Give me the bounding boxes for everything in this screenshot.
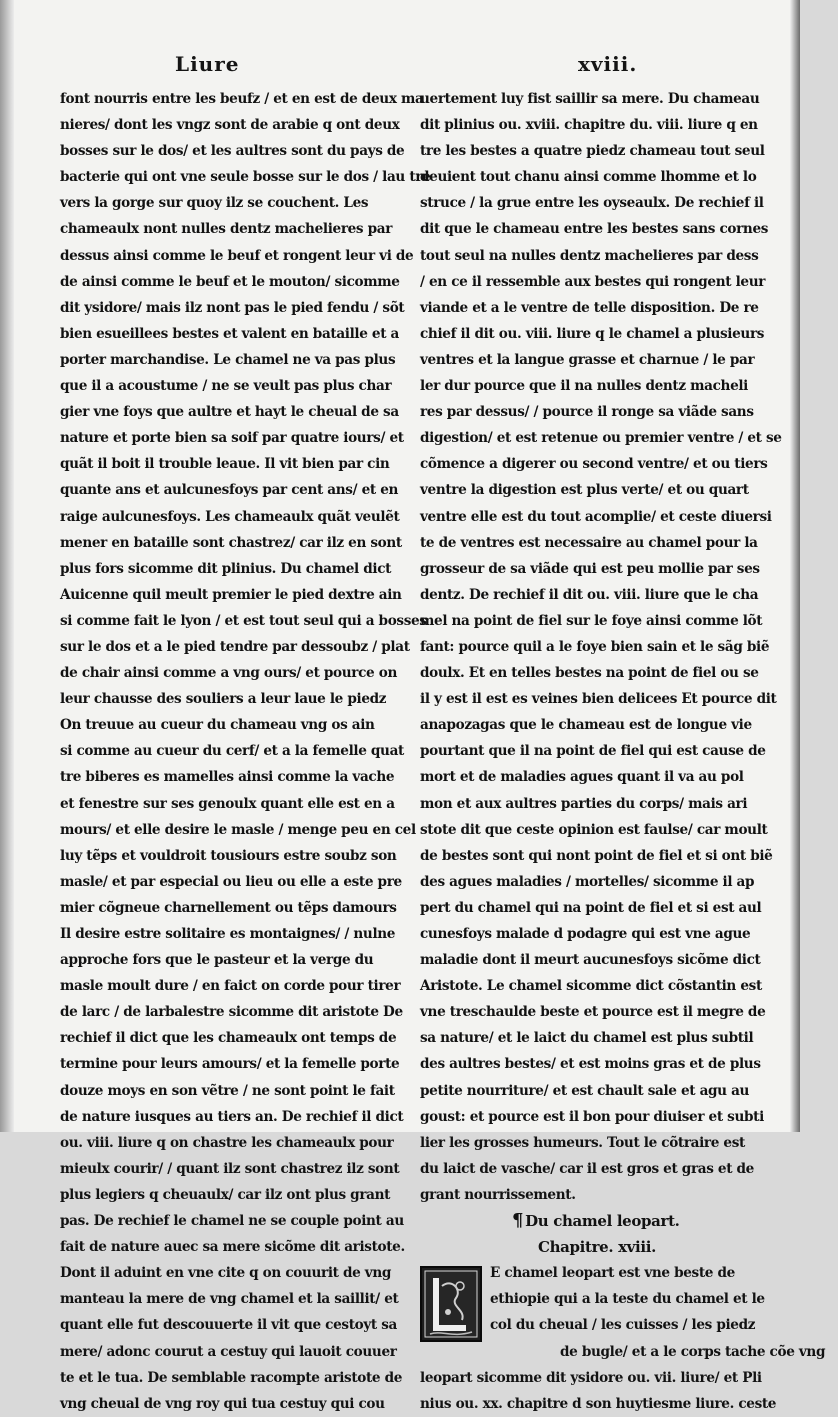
text-line: mon et aux aultres parties du corps/ mais ari — [420, 795, 748, 812]
chapter-opening — [420, 1260, 826, 1364]
page-right-edge — [790, 0, 800, 1132]
text-line: mier cõgneue charnellement ou tẽps damours — [60, 899, 397, 916]
text-line: mort et de maladies agues quant il va au pol — [420, 769, 744, 786]
text-line: viande et a le ventre de telle disposition. De re — [420, 299, 759, 316]
text-line: E chamel leopart est vne beste de — [490, 1265, 735, 1282]
text-line: chief il dit ou. viii. liure q le chamel a plusieurs — [420, 325, 765, 342]
text-line: Il desire estre solitaire es montaignes/ / nulne — [60, 926, 396, 942]
text-line: grant nourrissement. — [420, 1186, 576, 1203]
chapter-heading: Chapitre. xviii. — [538, 1238, 656, 1257]
text-line: des agues maladies / mortelles/ sicomme il ap — [420, 873, 755, 890]
text-line: vng cheual de vng roy qui tua cestuy qui cou — [60, 1395, 385, 1412]
text-line: de bestes sont qui nont point de fiel et si ont biẽ — [420, 847, 773, 864]
text-line: sa nature/ et le laict du chamel est plus subtil — [420, 1030, 754, 1047]
text-line: maladie dont il meurt aucunesfoys sicõme dict — [420, 952, 761, 969]
text-line: petite nourriture/ et est chault sale et agu au — [420, 1082, 750, 1099]
text-line: leopart sicomme dit ysidore ou. vii. liure/ et Pli — [420, 1369, 762, 1386]
text-line: bacterie qui ont vne seule bosse sur le dos / lau tre — [60, 169, 431, 186]
section-heading — [420, 1208, 760, 1234]
text-line: struce / la grue entre les oyseaulx. De rechief il — [420, 195, 764, 212]
text-line: deuient tout chanu ainsi comme lhomme et lo — [420, 169, 757, 186]
text-line: termine pour leurs amours/ et la femelle porte — [60, 1056, 400, 1073]
text-line: vne treschaulde beste et pource est il megre de — [420, 1004, 766, 1021]
text-line: tre biberes es mamelles ainsi comme la vache — [60, 769, 395, 786]
page-binding-shadow — [0, 0, 14, 1132]
text-line: stote dit que ceste opinion est faulse/ car moult — [420, 821, 768, 838]
folio-number: xviii. — [578, 52, 638, 76]
text-line: te et le tua. De semblable racompte aristote de — [60, 1369, 403, 1386]
text-line: fant: pource quil a le foye bien sain et le sãg biẽ — [420, 638, 770, 655]
text-line: Auicenne quil meult premier le pied dextre ain — [60, 586, 402, 603]
text-line: de larc / de larbalestre sicomme dit aristote De — [60, 1004, 403, 1021]
text-line: sur le dos et a le pied tendre par dessoubz / plat — [60, 638, 410, 655]
text-line: bien esueillees bestes et valent en bataille et a — [60, 325, 399, 342]
text-line: masle moult dure / en faict on corde pour tirer — [60, 978, 401, 995]
text-line: font nourris entre les beufz / et en est de deux ma — [60, 91, 424, 107]
text-line: uertement luy fist saillir sa mere. Du chameau — [420, 91, 760, 107]
text-line: doulx. Et en telles bestes na point de fiel ou se — [420, 665, 759, 682]
pilcrow-icon: ¶ — [512, 1210, 524, 1232]
text-line: quãt il boit il trouble leaue. Il vit bien par cin — [60, 456, 390, 473]
text-line: col du cheual / les cuisses / les piedz — [490, 1317, 756, 1334]
text-line: tre les bestes a quatre piedz chameau tout seul — [420, 143, 765, 160]
text-line: res par dessus/ / pource il ronge sa viãde sans — [420, 404, 754, 421]
text-line: plus fors sicomme dit plinius. Du chamel dict — [60, 560, 392, 577]
text-line: luy tẽps et vouldroit tousiours estre soubz son — [60, 847, 397, 864]
text-line: dit ysidore/ mais ilz nont pas le pied fendu / sõt — [60, 299, 405, 316]
text-line: anapozagas que le chameau est de longue vie — [420, 717, 752, 734]
text-line: ventre la digestion est plus verte/ et ou quart — [420, 482, 749, 499]
text-line: bosses sur le dos/ et les aultres sont du pays de — [60, 143, 405, 160]
text-line: si comme fait le lyon / et est tout seul qui a bosses — [60, 612, 427, 629]
text-line: dessus ainsi comme le beuf et rongent leur vi de — [60, 247, 414, 264]
text-line: masle/ et par especial ou lieu ou elle a este pre — [60, 873, 402, 890]
text-line: leur chausse des souliers a leur laue le piedz — [60, 691, 387, 708]
decorated-initial-icon — [420, 1266, 482, 1342]
text-line: du laict de vasche/ car il est gros et gras et de — [420, 1160, 754, 1177]
text-line: quante ans et aulcunesfoys par cent ans/ et en — [60, 482, 399, 499]
text-line: plus legiers q cheuaulx/ car ilz ont plus grant — [60, 1186, 391, 1203]
text-line: chameaulx nont nulles dentz machelieres par — [60, 221, 393, 238]
text-line: que il a acoustume / ne se veult pas plus char — [60, 378, 392, 395]
text-line: lier les grosses humeurs. Tout le cõtraire est — [420, 1134, 745, 1151]
text-line: dentz. De rechief il dit ou. viii. liure que le cha — [420, 586, 759, 603]
text-line: nature et porte bien sa soif par quatre iours/ et — [60, 430, 404, 447]
chapter-text — [490, 1260, 838, 1364]
text-line: mere/ adonc courut a cestuy qui lauoit couuer — [60, 1343, 397, 1360]
text-line: Aristote. Le chamel sicomme dict cõstantin est — [420, 978, 762, 995]
text-line: Dont il aduint en vne cite q on couurit de vng — [60, 1265, 392, 1282]
text-line: / en ce il ressemble aux bestes qui rongent leur — [420, 273, 766, 290]
text-line: tout seul na nulles dentz machelieres par dess — [420, 247, 759, 264]
text-line: approche fors que le pasteur et la verge du — [60, 952, 374, 969]
text-line: pourtant que il na point de fiel qui est cause de — [420, 743, 766, 760]
text-line: porter marchandise. Le chamel ne va pas plus — [60, 351, 396, 368]
text-line: et fenestre sur ses genoulx quant elle est en a — [60, 795, 395, 812]
text-line: fait de nature auec sa mere sicõme dit aristote. — [60, 1239, 405, 1256]
text-line: nius ou. xx. chapitre d son huytiesme liure. ceste — [420, 1395, 777, 1412]
text-line: On treuue au cueur du chameau vng os ain — [60, 717, 375, 734]
text-line: de chair ainsi comme a vng ours/ et pource on — [60, 665, 397, 682]
text-line: mours/ et elle desire le masle / menge peu en cel — [60, 821, 416, 838]
text-line: nieres/ dont les vngz sont de arabie q ont deux — [60, 117, 400, 134]
text-line: pert du chamel qui na point de fiel et si est aul — [420, 899, 762, 916]
text-line: gier vne foys que aultre et hayt le cheual de sa — [60, 404, 399, 421]
text-line: ler dur pource que il na nulles dentz macheli — [420, 378, 748, 395]
text-line: de bugle/ et a le corps tache cõe vng — [560, 1343, 826, 1360]
running-head-left: Liure — [175, 52, 240, 76]
text-line: goust: et pource est il bon pour diuiser et subti — [420, 1108, 764, 1125]
text-line: des aultres bestes/ et est moins gras et de plus — [420, 1056, 761, 1073]
left-text-column — [60, 86, 431, 1417]
text-line: de nature iusques au tiers an. De rechief il dict — [60, 1108, 404, 1125]
right-text-column — [420, 86, 826, 1417]
text-line: si comme au cueur du cerf/ et a la femelle quat — [60, 743, 404, 760]
text-line: digestion/ et est retenue ou premier ventre / et se — [420, 430, 782, 447]
text-line: ventre elle est du tout acomplie/ et ceste diuersi — [420, 508, 772, 525]
text-line: cunesfoys malade d podagre qui est vne ague — [420, 926, 751, 942]
text-line: il y est il est es veines bien delicees Et pource dit — [420, 691, 777, 708]
text-line: ethiopie qui a la teste du chamel et le — [490, 1291, 765, 1308]
text-line: cõmence a digerer ou second ventre/ et ou tiers — [420, 456, 768, 473]
text-line: rechief il dict que les chameaulx ont temps de — [60, 1030, 397, 1047]
text-line: douze moys en son vẽtre / ne sont point le fait — [60, 1082, 395, 1099]
text-line: mel na point de fiel sur le foye ainsi comme lõt — [420, 612, 763, 629]
text-line: vers la gorge sur quoy ilz se couchent. Les — [60, 195, 369, 212]
text-line: mieulx courir/ / quant ilz sont chastrez ilz sont — [60, 1160, 400, 1177]
text-line: mener en bataille sont chastrez/ car ilz en sont — [60, 534, 402, 551]
text-line: pas. De rechief le chamel ne se couple point au — [60, 1213, 404, 1230]
text-line: quant elle fut descouuerte il vit que cestoyt sa — [60, 1317, 397, 1334]
text-line: manteau la mere de vng chamel et la saillit/ et — [60, 1291, 399, 1308]
text-line: grosseur de sa viãde qui est peu mollie par ses — [420, 560, 760, 577]
text-line: dit plinius ou. xviii. chapitre du. viii. liure q en — [420, 117, 758, 134]
text-line: raige aulcunesfoys. Les chameaulx quãt veulẽt — [60, 508, 400, 525]
text-line: ventres et la langue grasse et charnue / le par — [420, 351, 755, 368]
text-line: dit que le chameau entre les bestes sans cornes — [420, 221, 769, 238]
text-line: ou. viii. liure q on chastre les chameaulx pour — [60, 1134, 394, 1151]
text-line: te de ventres est necessaire au chamel pour la — [420, 534, 758, 551]
text-line: de ainsi comme le beuf et le mouton/ sicomme — [60, 273, 400, 290]
section-heading-text: Du chamel leopart. — [525, 1212, 680, 1231]
